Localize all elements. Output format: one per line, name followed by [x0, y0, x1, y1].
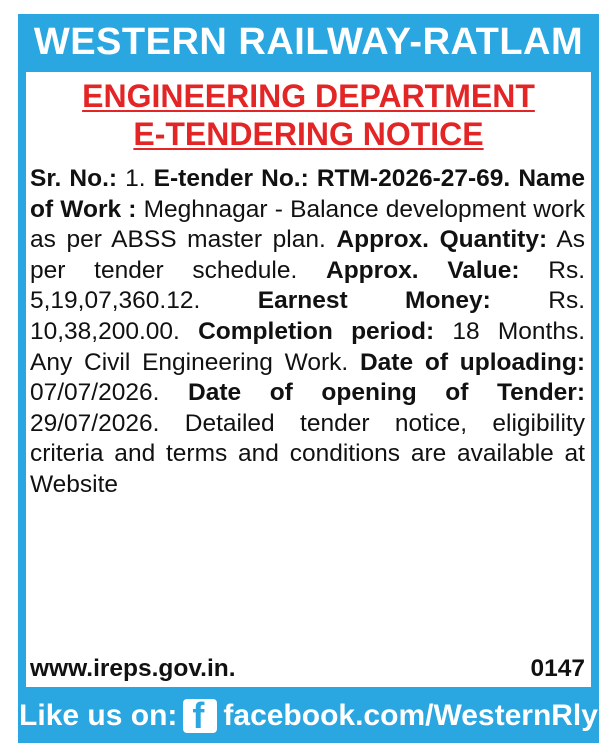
department-heading: [26, 78, 591, 114]
social-footer: [18, 694, 599, 738]
tender-value: RTM-2026-27-69.: [316, 165, 511, 192]
qty-value: As per tender schedule.: [30, 226, 585, 284]
upload-label: Date of uploading:: [359, 348, 585, 376]
notice-heading: [26, 116, 591, 152]
value-label: Approx. Value:: [326, 256, 520, 284]
opening-label: Date of opening of Tender:: [188, 379, 585, 407]
notice-frame: [18, 14, 599, 743]
opening-value: 29/07/2026.: [30, 409, 160, 437]
emd-value: Rs. 10,38,200.00.: [30, 287, 585, 345]
details-text: Detailed tender notice, eligibility criteria and terms and conditions are available at Website: [30, 409, 585, 498]
value-value: Rs. 5,19,07,360.12.: [30, 256, 585, 315]
work-value: Meghnagar - Balance development work as per ABSS master plan.: [30, 195, 586, 254]
qty-label: Approx. Quantity:: [336, 226, 548, 254]
notice-text: [30, 164, 585, 501]
upload-value: 07/07/2026.: [30, 379, 160, 407]
sr-value: 1.: [125, 165, 146, 192]
website-link[interactable]: www.ireps.gov.in.: [30, 655, 236, 682]
notice-code: 0147: [530, 655, 585, 682]
emd-label: Earnest Money:: [257, 287, 491, 315]
page-title: WESTERN RAILWAY-RATLAM: [33, 21, 584, 63]
work-label: Name of Work :: [30, 165, 586, 223]
facebook-icon[interactable]: [183, 699, 217, 733]
website-line: [30, 654, 585, 684]
tender-label: E-tender No.:: [153, 165, 309, 192]
facebook-link[interactable]: facebook.com/WesternRly: [223, 699, 598, 732]
notice-body: [26, 72, 591, 687]
sr-label: Sr. No.:: [30, 165, 118, 192]
completion-value: 18 Months. Any Civil Engineering Work.: [30, 317, 585, 376]
department-heading-text: ENGINEERING DEPARTMENT: [82, 78, 535, 114]
completion-label: Completion period:: [198, 317, 435, 345]
notice-heading-text: E-TENDERING NOTICE: [133, 116, 484, 152]
like-us-text: Like us on:: [19, 699, 178, 732]
